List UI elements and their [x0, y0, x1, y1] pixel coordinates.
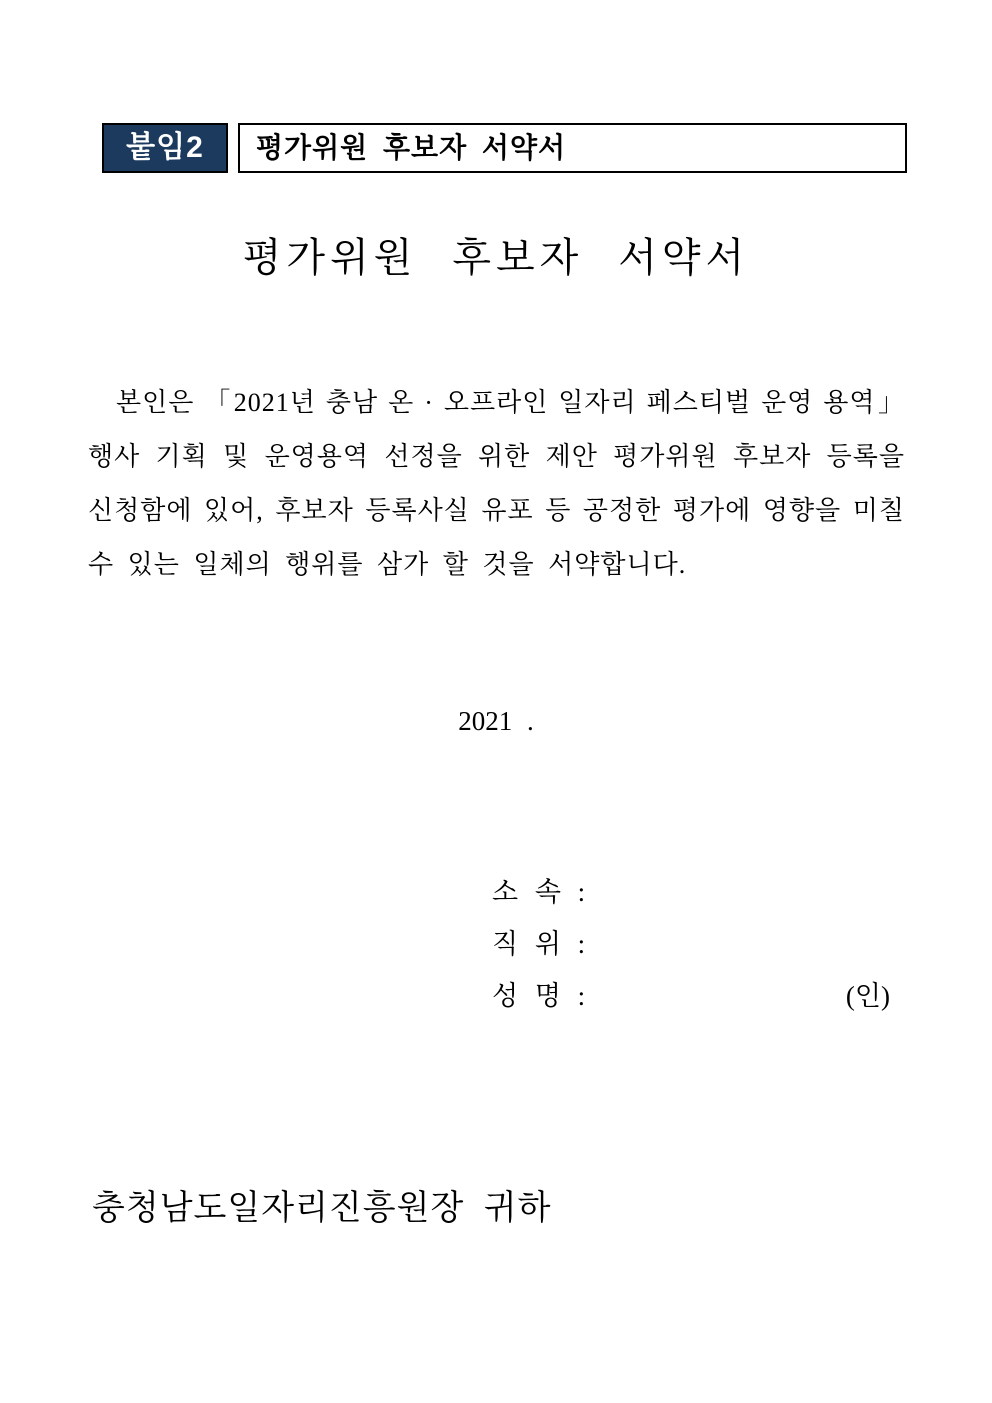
- name-label: 성 명 :: [492, 981, 586, 1011]
- pledge-paragraph: [88, 376, 905, 592]
- pledge-line-4: 수 있는 일체의 행위를 삼가 할 것을 서약합니다.: [88, 550, 687, 579]
- pledge-line-2: 행사 기획 및 운영용역 선정을 위한 제안 평가위원 후보자 등록을: [88, 442, 905, 471]
- pledge-line-1: 본인은 「2021년 충남 온 · 오프라인 일자리 페스티벌 운영 용역」: [116, 388, 905, 417]
- date-line: 2021 .: [458, 706, 534, 736]
- page-title: 평가위원 후보자 서약서: [242, 235, 750, 280]
- name-row: [492, 970, 900, 1022]
- position-label: 직 위 :: [492, 929, 586, 959]
- affiliation-label: 소 속 :: [492, 877, 586, 907]
- form-title-box-label: 평가위원 후보자 서약서: [256, 132, 567, 163]
- recipient-line: 충청남도일자리진흥원장 귀하: [92, 1190, 552, 1227]
- form-title-box: [238, 123, 907, 173]
- signature-block: [492, 866, 900, 1022]
- seal-mark: (인): [845, 981, 890, 1011]
- pledge-line-3: 신청함에 있어, 후보자 등록사실 유포 등 공정한 평가에 영향을 미칠: [88, 496, 905, 525]
- attachment-badge: 붙임2: [102, 123, 228, 173]
